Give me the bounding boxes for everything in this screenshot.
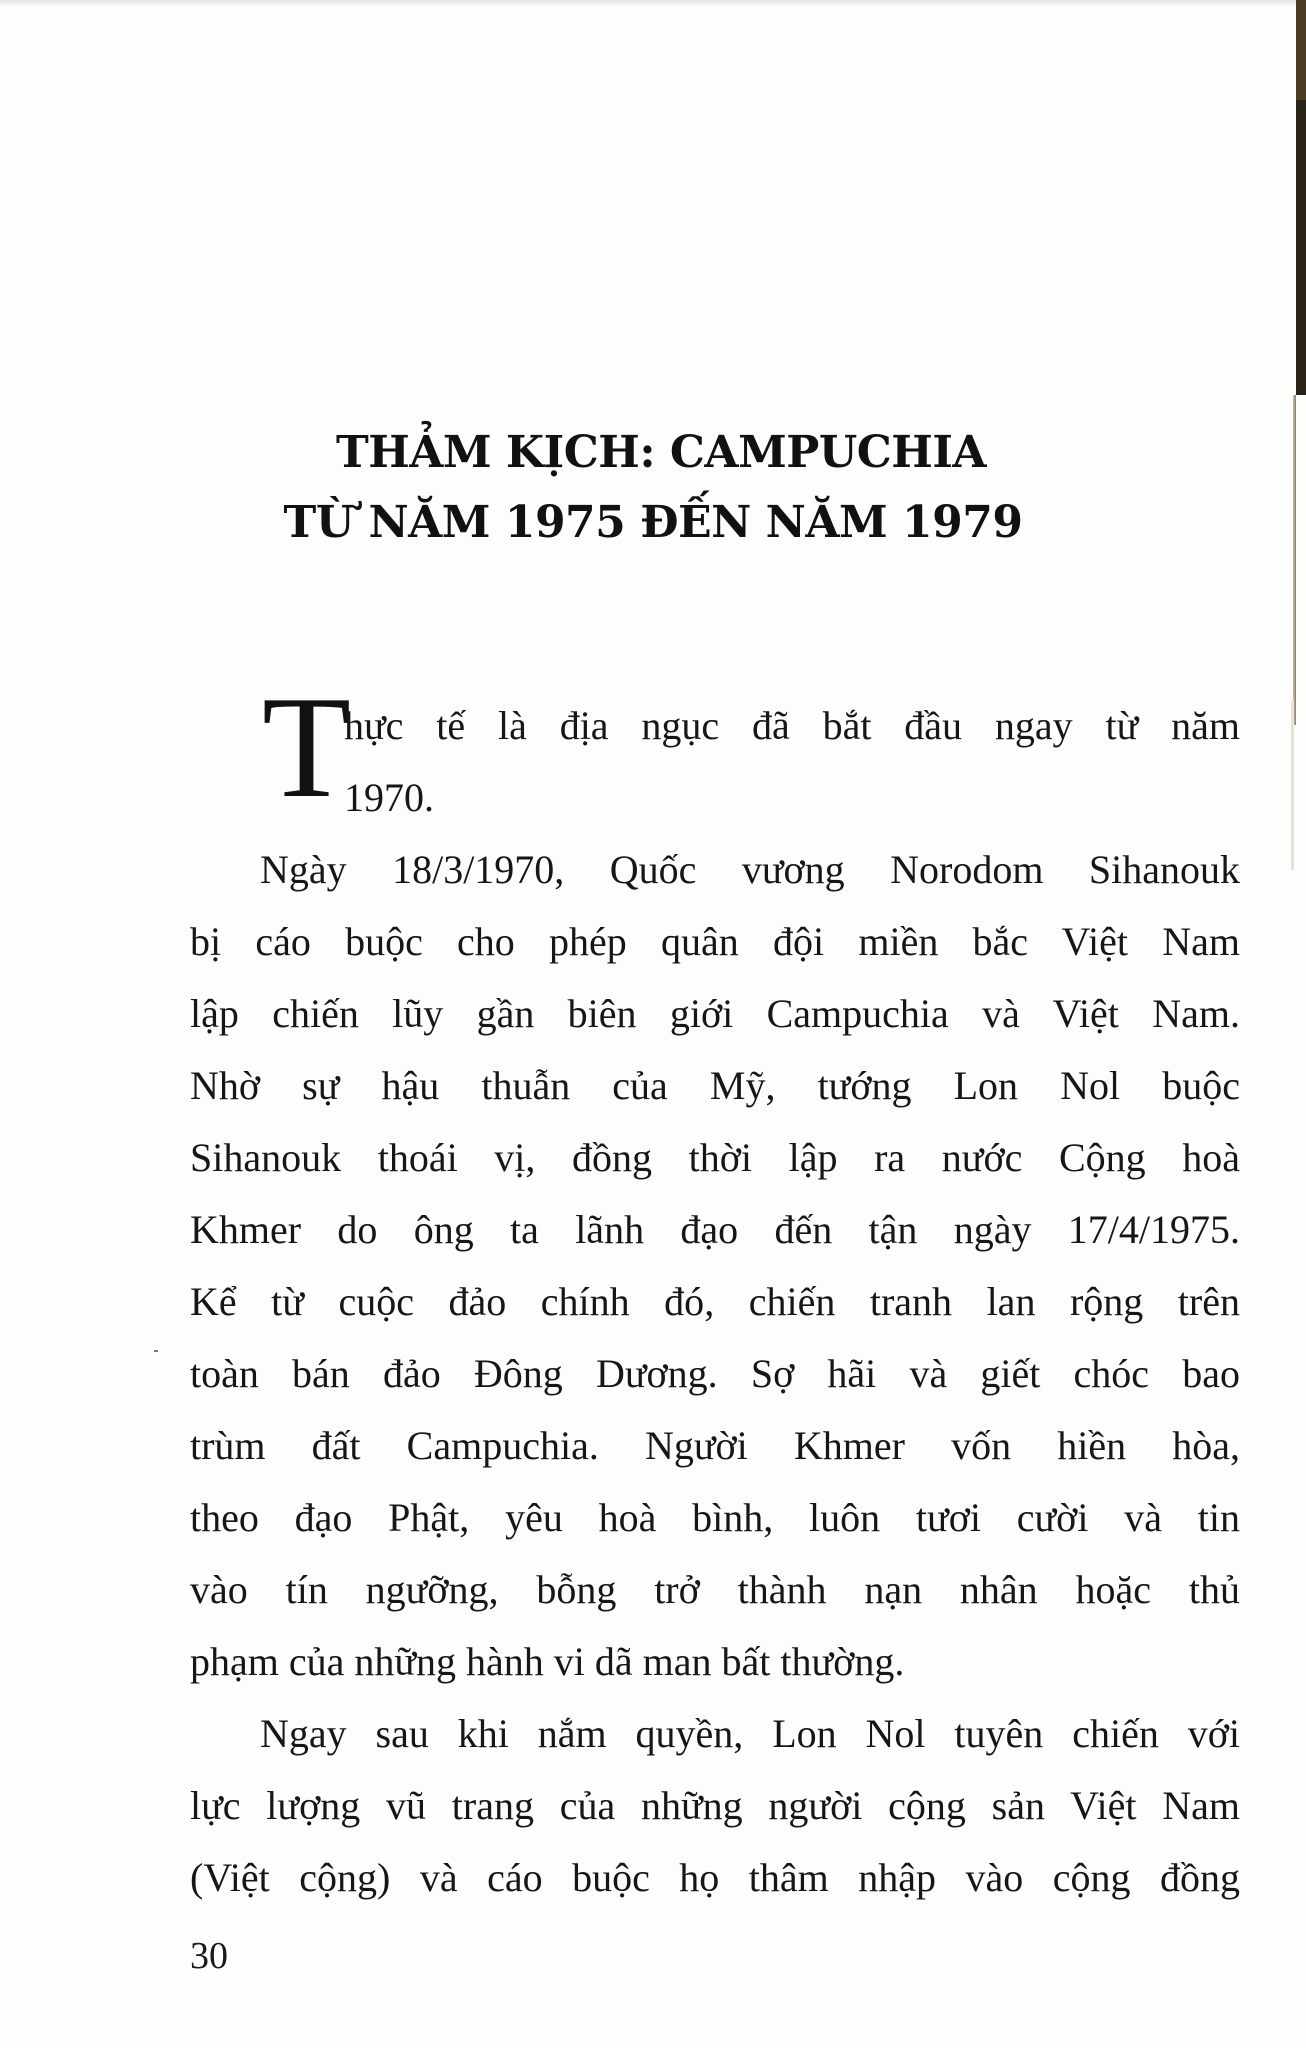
text-line: lập chiến lũy gần biên giới Campuchia và Việt Nam. [190,991,1240,1036]
drop-cap: T [262,666,352,828]
text-line: Ngày 18/3/1970, Quốc vương Norodom Sihanouk [260,847,1240,892]
text-line: Sihanouk thoái vị, đồng thời lập ra nước Cộng hoà [190,1135,1240,1180]
text-line: bị cáo buộc cho phép quân đội miền bắc Việt Nam [190,919,1240,964]
paragraph-1 [190,666,1240,834]
text-line: vào tín ngưỡng, bỗng trở thành nạn nhân hoặc thủ [190,1567,1240,1612]
text-line: 1970. [344,775,434,820]
chapter-title [0,418,1306,558]
paper-speck [154,1350,158,1352]
chapter-title-line-1: THẢM KỊCH: CAMPUCHIA [335,427,987,478]
paragraph-3 [190,1698,1240,1914]
text-line: toàn bán đảo Đông Dương. Sợ hãi và giết chóc bao [190,1351,1240,1396]
body-text [190,666,1240,1914]
paragraph-2 [190,834,1240,1698]
text-line: Nhờ sự hậu thuẫn của Mỹ, tướng Lon Nol buộc [190,1063,1240,1108]
chapter-title-line-2: TỪ NĂM 1975 ĐẾN NĂM 1979 [283,497,1023,548]
text-line: theo đạo Phật, yêu hoà bình, luôn tươi cười và tin [190,1495,1240,1540]
text-line: Khmer do ông ta lãnh đạo đến tận ngày 17/4/1975. [190,1207,1240,1252]
binding-edge-top [1296,0,1306,100]
text-line: trùm đất Campuchia. Người Khmer vốn hiền hòa, [190,1423,1240,1468]
text-line: (Việt cộng) và cáo buộc họ thâm nhập vào cộng đồng [190,1855,1240,1900]
text-line: Kể từ cuộc đảo chính đó, chiến tranh lan rộng trên [190,1279,1240,1324]
paragraph-1-lines [344,690,1240,834]
binding-edge-faint [1291,700,1294,870]
text-line: Ngay sau khi nắm quyền, Lon Nol tuyên chiến với [260,1711,1240,1756]
page-number: 30 [190,1935,228,1977]
text-line: hực tế là địa ngục đã bắt đầu ngay từ năm [344,703,1240,748]
show-through-strip [0,0,1296,6]
text-line: phạm của những hành vi dã man bất thường. [190,1639,905,1684]
text-line: lực lượng vũ trang của những người cộng sản Việt Nam [190,1783,1240,1828]
